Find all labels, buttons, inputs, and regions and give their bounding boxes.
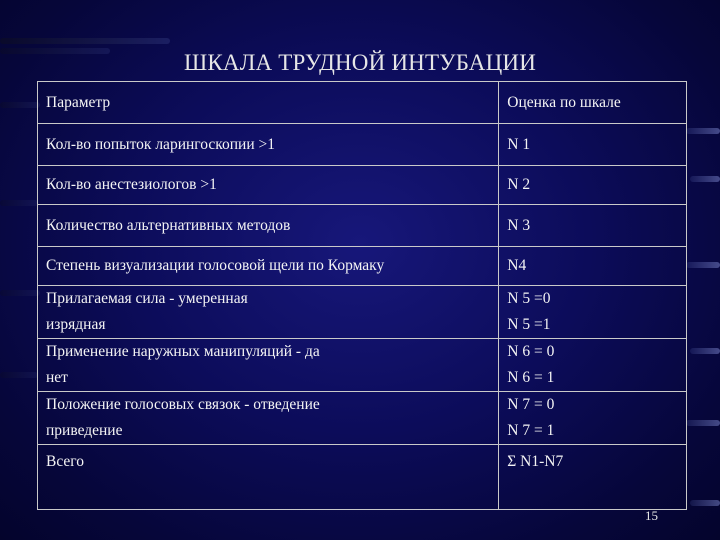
table-row [38, 247, 687, 286]
parameter-line: нет [46, 369, 68, 386]
table-header-row [38, 82, 687, 124]
row-parameter: Степень визуализации голосовой щели по Кормаку [38, 247, 499, 286]
table-row-total [38, 445, 687, 510]
header-parameter: Параметр [38, 82, 499, 124]
background-streak [0, 372, 38, 378]
row-score: Σ N1-N7 [499, 445, 687, 510]
row-parameter: Количество альтернативных методов [38, 205, 499, 247]
table-row [38, 205, 687, 247]
table-row [38, 286, 687, 339]
row-parameter [38, 392, 499, 445]
row-score: N4 [499, 247, 687, 286]
score-line: N 7 = 0 [507, 396, 555, 413]
row-parameter [38, 339, 499, 392]
slide-title: ШКАЛА ТРУДНОЙ ИНТУБАЦИИ [183, 50, 537, 75]
parameter-line: изрядная [46, 316, 106, 333]
intubation-scale-table [37, 81, 687, 510]
score-line: N 6 = 1 [507, 369, 555, 386]
background-streak [686, 262, 720, 268]
background-streak [0, 102, 40, 108]
table-row [38, 166, 687, 205]
parameter-line: Прилагаемая сила - умеренная [46, 290, 248, 307]
row-parameter: Кол-во анестезиологов >1 [38, 166, 499, 205]
row-parameter: Кол-во попыток ларингоскопии >1 [38, 124, 499, 166]
row-score: N 2 [499, 166, 687, 205]
parameter-line: приведение [46, 422, 123, 439]
background-streak [0, 38, 170, 44]
background-streak [686, 128, 720, 134]
row-score: N 1 [499, 124, 687, 166]
parameter-line: Применение наружных манипуляций - да [46, 343, 320, 360]
background-streak [0, 200, 38, 206]
background-streak [0, 290, 40, 296]
table-row [38, 339, 687, 392]
score-line: N 5 =0 [507, 290, 551, 307]
row-score [499, 339, 687, 392]
score-line: N 5 =1 [507, 316, 551, 333]
row-parameter: Всего [38, 445, 499, 510]
score-line: N 7 = 1 [507, 422, 555, 439]
row-score [499, 286, 687, 339]
background-streak [690, 348, 720, 354]
background-streak [686, 420, 720, 426]
parameter-line: Положение голосовых связок - отведение [46, 396, 320, 413]
background-streak [690, 176, 720, 182]
table-row [38, 124, 687, 166]
score-line: N 6 = 0 [507, 343, 555, 360]
table-row [38, 392, 687, 445]
background-streak [690, 500, 720, 506]
page-number: 15 [645, 508, 658, 523]
row-score: N 3 [499, 205, 687, 247]
header-score: Оценка по шкале [499, 82, 687, 124]
row-parameter [38, 286, 499, 339]
row-score [499, 392, 687, 445]
